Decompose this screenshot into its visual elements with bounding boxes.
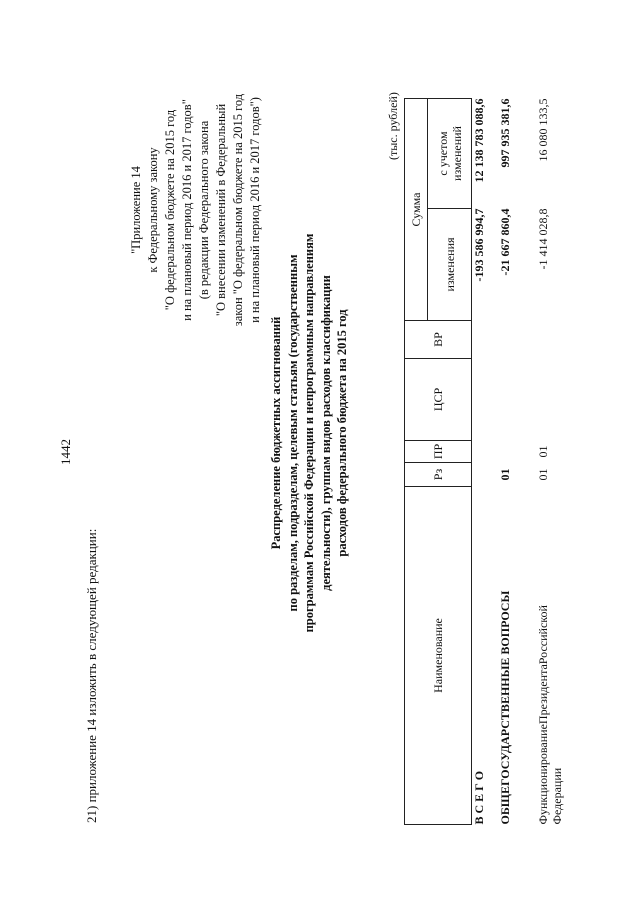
annex-line: и на плановый период 2016 и 2017 годов" (180, 99, 194, 321)
row-name (536, 487, 586, 825)
row-total: 997 935 381,6 (498, 98, 512, 168)
row-change: -21 667 860,4 (498, 208, 512, 276)
row-csr (498, 359, 536, 441)
row-name-word: Президента (536, 664, 550, 725)
header-total-line: изменений (449, 126, 464, 181)
title-line: деятельности), группам видов расходов классификации (318, 275, 333, 591)
row-name-word: Функционирование (536, 724, 550, 825)
units-label: (тыс. рублей) (386, 92, 400, 160)
title-line: Распределение бюджетных ассигнований (269, 316, 283, 550)
header-sum: Сумма (405, 99, 428, 321)
row-total: 12 138 783 088,6 (472, 98, 486, 183)
table-row-item (536, 99, 586, 825)
row-name: ОБЩЕГОСУДАРСТВЕННЫЕ ВОПРОСЫ (498, 590, 512, 825)
header-rz: Рз (405, 463, 472, 487)
row-rz: 01 (498, 468, 512, 481)
row-rz: 01 (536, 468, 550, 481)
row-name: В С Е Г О (472, 770, 486, 825)
row-csr (536, 359, 586, 441)
budget-table (404, 98, 586, 825)
row-name-word: Российской (536, 605, 550, 665)
row-csr (472, 359, 499, 441)
row-vr (472, 321, 499, 359)
title-line: программам Российской Федерации и непрограммным направлениям (302, 233, 316, 633)
row-pr: 01 (536, 445, 550, 458)
header-pr: ПР (405, 441, 472, 463)
annex-line: "Приложение 14 (129, 166, 143, 254)
row-vr (536, 321, 586, 359)
annex-header (128, 0, 264, 440)
table-row-section (498, 99, 536, 825)
document-title (268, 233, 351, 633)
header-total (428, 99, 472, 209)
annex-line: закон "О федеральном бюджете на 2015 год (231, 93, 245, 327)
row-pr (498, 441, 536, 463)
table-row-total (472, 99, 499, 825)
row-pr (472, 441, 499, 463)
annex-line: "О федеральном бюджете на 2015 год (163, 109, 177, 311)
header-name: Наименование (405, 487, 472, 825)
title-line: по разделам, подразделам, целевым статьям (государственным (285, 254, 300, 612)
row-change: -193 586 994,7 (472, 208, 486, 282)
annex-line: и на плановый период 2016 и 2017 годов") (248, 97, 262, 323)
row-name-line (536, 605, 550, 825)
row-change: -1 414 028,8 (536, 208, 550, 270)
title-line: расходов федерального бюджета на 2015 год (335, 309, 349, 557)
header-csr: ЦСР (405, 359, 472, 441)
row-total: 16 080 133,5 (536, 98, 550, 162)
annex-line: к Федеральному закону (146, 147, 160, 273)
row-name-line: Федерации (550, 767, 564, 825)
row-vr (498, 321, 536, 359)
annex-line: "О внесении изменений в Федеральный (214, 103, 228, 317)
header-change: изменения (428, 209, 472, 321)
annex-line: (в редакции Федерального закона (197, 120, 211, 300)
page-number: 1442 (58, 439, 73, 465)
intro-text: 21) приложение 14 изложить в следующей редакции: (84, 528, 99, 823)
header-total-line: с учетом (435, 131, 450, 176)
header-vr: ВР (405, 321, 472, 359)
row-rz (472, 463, 499, 487)
